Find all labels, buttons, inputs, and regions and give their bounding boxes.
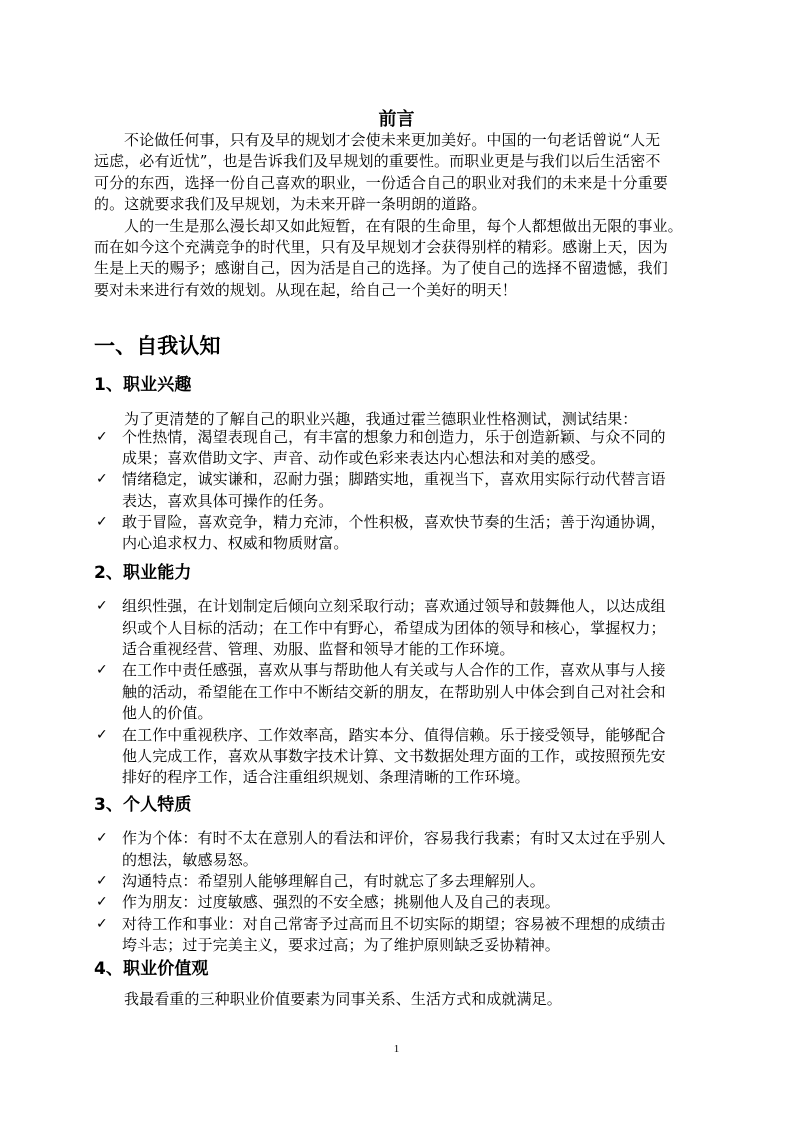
subheading-career-interest: 1、职业兴趣 [94, 375, 192, 395]
list-item-line: 组织性强，在计划制定后倾向立刻采取行动；喜欢通过领导和鼓舞他人，以达成组 [122, 597, 666, 616]
preface-paragraph-1 [94, 130, 668, 216]
check-icon: ✓ [96, 662, 108, 679]
list-item-line: 垮斗志；过于完美主义，要求过高；为了维护原则缺乏妥协精神。 [122, 936, 560, 955]
check-icon: ✓ [96, 514, 108, 531]
list-item-line: 个性热情，渴望表现自己，有丰富的想象力和创造力，乐于创造新颖、与众不同的 [122, 427, 666, 446]
paragraph-line: 可分的东西，选择一份自己喜欢的职业，一份适合自己的职业对我们的未来是十分重要 [94, 173, 668, 192]
list-item-line: 他人的价值。 [122, 704, 213, 723]
list-item [94, 892, 666, 913]
list-item-line: 表达，喜欢具体可操作的任务。 [122, 491, 334, 510]
check-icon: ✓ [96, 471, 108, 488]
list-item-line: 的想法，敏感易怒。 [122, 850, 258, 869]
subheading-personal-traits: 3、个人特质 [94, 795, 192, 815]
list-item-line: 在工作中责任感强，喜欢从事与帮助他人有关或与人合作的工作，喜欢从事与人接 [122, 661, 666, 680]
check-icon: ✓ [96, 894, 108, 911]
paragraph-line: 人的一生是那么漫长却又如此短暂，在有限的生命里，每个人都想做出无限的事业。 [124, 216, 683, 235]
paragraph-line: 生是上天的赐予；感谢自己，因为活是自己的选择。为了使自己的选择不留遗憾，我们 [94, 259, 668, 278]
list-item [94, 427, 666, 470]
subheading-career-ability: 2、职业能力 [94, 563, 192, 583]
list-item-line: 内心追求权力、权威和物质财富。 [122, 534, 349, 553]
list-item-line: 对待工作和事业：对自己常寄予过高而且不切实际的期望；容易被不理想的成绩击 [122, 914, 666, 933]
career-interest-list [94, 427, 666, 555]
preface-paragraph-2 [94, 216, 683, 302]
list-item [94, 512, 666, 555]
list-item-line: 作为个体：有时不太在意别人的看法和评价，容易我行我素；有时又太过在乎别人 [122, 829, 666, 848]
list-item [94, 828, 666, 871]
section-heading-self-awareness: 一、自我认知 [94, 334, 221, 358]
list-item-line: 织或个人目标的活动；在工作中有野心，希望成为团体的领导和核心，掌握权力； [122, 618, 666, 637]
career-values-text: 我最看重的三种职业价值要素为同事关系、生活方式和成就满足。 [124, 990, 562, 1008]
list-item-line: 触的活动，希望能在工作中不断结交新的朋友，在帮助别人中体会到自己对社会和 [122, 682, 666, 701]
check-icon: ✓ [96, 873, 108, 890]
career-ability-list [94, 596, 666, 789]
paragraph-line: 要对未来进行有效的规划。从现在起，给自己一个美好的明天！ [94, 280, 517, 299]
paragraph-line: 的。这就要求我们及早规划，为未来开辟一条明朗的道路。 [94, 195, 487, 214]
list-item [94, 914, 666, 957]
list-item-line: 成果；喜欢借助文字、声音、动作或色彩来表达内心想法和对美的感受。 [122, 448, 606, 467]
list-item [94, 596, 666, 660]
list-item [94, 660, 666, 724]
check-icon: ✓ [96, 598, 108, 615]
page-title: 前言 [378, 109, 415, 130]
list-item-line: 作为朋友：过度敏感、强烈的不安全感；挑剔他人及自己的表现。 [122, 893, 560, 912]
list-item-line: 排好的程序工作，适合注重组织规划、条理清晰的工作环境。 [122, 768, 530, 787]
paragraph-line: 而在如今这个充满竞争的时代里，只有及早规划才会获得别样的精彩。感谢上天，因为 [94, 237, 668, 256]
list-item-line: 敢于冒险，喜欢竞争，精力充沛，个性积极，喜欢快节奏的生活；善于沟通协调， [122, 513, 666, 532]
career-interest-intro: 为了更清楚的了解自己的职业兴趣，我通过霍兰德职业性格测试，测试结果： [124, 410, 638, 428]
list-item-line: 沟通特点：希望别人能够理解自己，有时就忘了多去理解别人。 [122, 872, 545, 891]
list-item-line: 在工作中重视秩序、工作效率高，踏实本分、值得信赖。乐于接受领导，能够配合 [122, 725, 666, 744]
check-icon: ✓ [96, 428, 108, 445]
list-item-line: 适合重视经营、管理、劝服、监督和领导才能的工作环境。 [122, 640, 515, 659]
page-number: 1 [393, 1043, 400, 1055]
paragraph-line: 远虑，必有近忧”，也是告诉我们及早规划的重要性。而职业更是与我们以后生活密不 [94, 152, 661, 171]
list-item [94, 725, 666, 789]
subheading-career-values: 4、职业价值观 [94, 959, 209, 979]
paragraph-line: 不论做任何事，只有及早的规划才会使未来更加美好。中国的一句老话曾说“人无 [124, 131, 661, 149]
check-icon: ✓ [96, 830, 108, 847]
check-icon: ✓ [96, 915, 108, 932]
list-item [94, 469, 666, 512]
list-item-line: 他人完成工作，喜欢从事数字技术计算、文书数据处理方面的工作，或按照预先安 [122, 747, 666, 766]
check-icon: ✓ [96, 726, 108, 743]
personal-traits-list [94, 828, 666, 956]
list-item [94, 871, 666, 892]
list-item-line: 情绪稳定，诚实谦和，忍耐力强；脚踏实地，重视当下，喜欢用实际行动代替言语 [122, 470, 666, 489]
